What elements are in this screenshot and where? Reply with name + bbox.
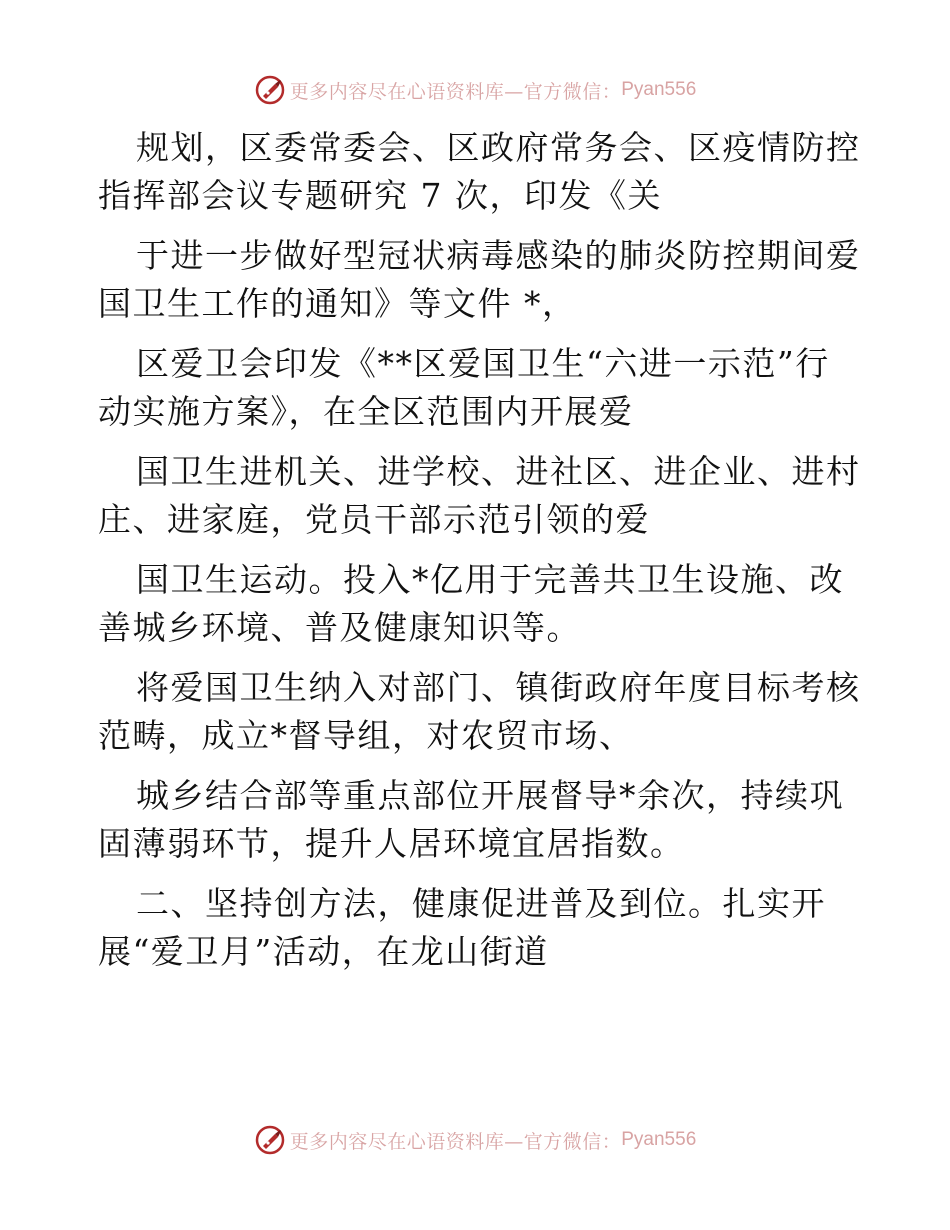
watermark-wechat-id: Pyan556	[621, 1129, 697, 1150]
body-line: 展“爱卫月”活动，在龙山街道	[98, 932, 549, 971]
body-line: 城乡结合部等重点部位开展督导*余次，持续巩	[136, 776, 844, 815]
body-line: 动实施方案》，在全区范围内开展爱	[98, 392, 634, 431]
watermark-wechat-id: Pyan556	[621, 79, 697, 100]
header-watermark	[0, 70, 950, 110]
watermark-text: 更多内容尽在心语资料库—官方微信：	[289, 1130, 622, 1153]
watermark-text: 更多内容尽在心语资料库—官方微信：	[289, 80, 622, 103]
body-line: 国卫生运动。投入*亿用于完善共卫生设施、改	[136, 560, 844, 599]
body-line: 二、坚持创方法，健康促进普及到位。扎实开	[136, 884, 826, 923]
pen-nib-logo-icon	[254, 1124, 286, 1156]
body-line: 国卫生进机关、进学校、进社区、进企业、进村	[136, 452, 861, 491]
body-line: 规划，区委常委会、区政府常务会、区疫情防控	[136, 128, 861, 167]
body-line: 固薄弱环节，提升人居环境宜居指数。	[98, 824, 685, 863]
body-line: 国卫生工作的通知》等文件 *，	[98, 284, 577, 323]
footer-watermark	[0, 1120, 950, 1160]
pen-nib-logo-icon	[254, 74, 286, 106]
body-line: 区爱卫会印发《**区爱国卫生“六进一示范”行	[136, 344, 830, 383]
body-line: 范畴，成立*督导组，对农贸市场、	[98, 716, 634, 755]
document-body	[98, 124, 861, 976]
body-line: 庄、进家庭，党员干部示范引领的爱	[98, 500, 650, 539]
body-line: 将爱国卫生纳入对部门、镇街政府年度目标考核	[136, 668, 861, 707]
body-line: 指挥部会议专题研究 7 次，印发《关	[98, 176, 662, 215]
body-line: 于进一步做好型冠状病毒感染的肺炎防控期间爱	[136, 236, 861, 275]
body-line: 善城乡环境、普及健康知识等。	[98, 608, 581, 647]
